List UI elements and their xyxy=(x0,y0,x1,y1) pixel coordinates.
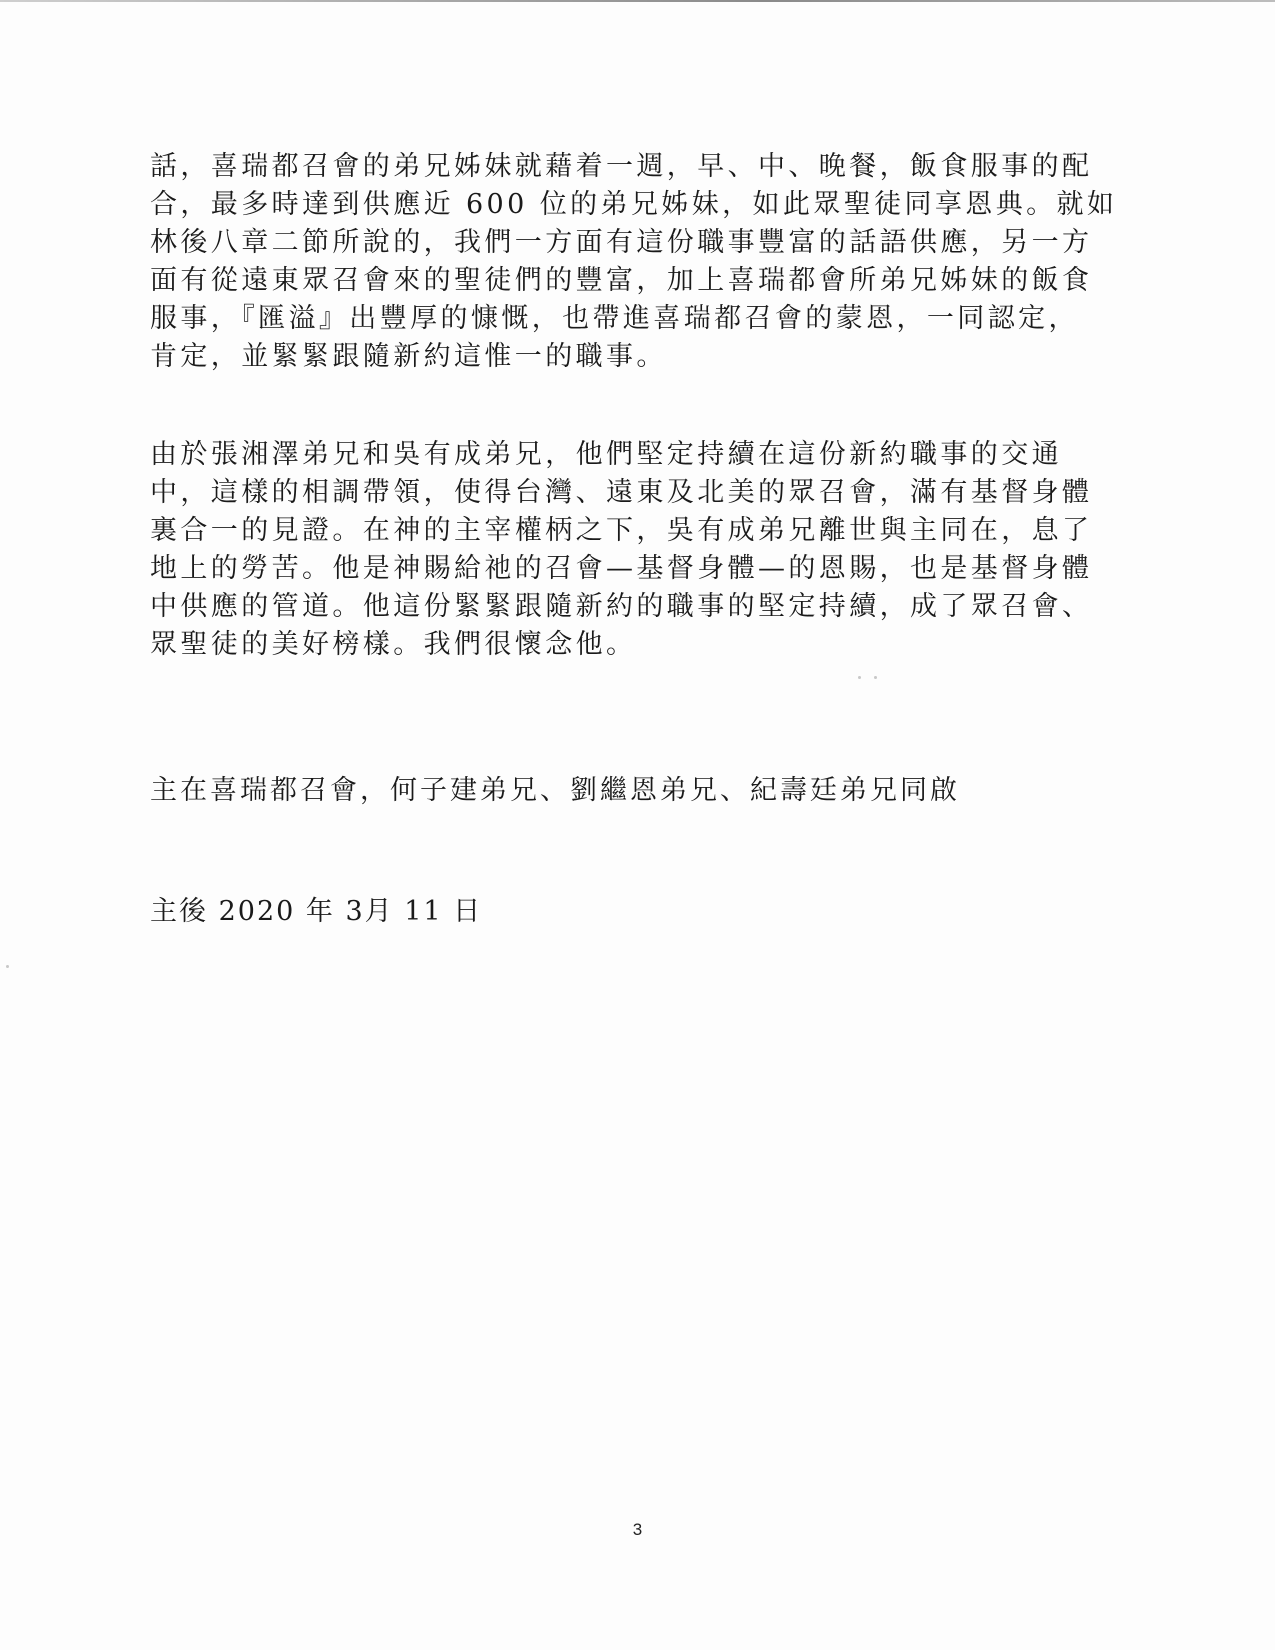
text-line: 中，這樣的相調帶領，使得台灣、遠東及北美的眾召會，滿有基督身體 xyxy=(150,477,1093,508)
paragraph-2 xyxy=(150,436,1130,664)
text-line: 林後八章二節所說的，我們一方面有這份職事豐富的話語供應，另一方 xyxy=(150,227,1093,258)
text-line: 肯定，並緊緊跟隨新約這惟一的職事。 xyxy=(150,341,667,372)
signature-line: 主在喜瑞都召會，何子建弟兄、劉繼恩弟兄、紀壽廷弟兄同啟 xyxy=(150,775,960,806)
text-line: 裏合一的見證。在神的主宰權柄之下，吳有成弟兄離世與主同在，息了 xyxy=(150,515,1093,546)
scan-speck xyxy=(6,965,9,968)
text-line: 眾聖徒的美好榜樣。我們很懷念他。 xyxy=(150,629,637,660)
page-number: 3 xyxy=(632,1520,643,1539)
text-line: 面有從遠東眾召會來的聖徒們的豐富，加上喜瑞都會所弟兄姊妹的飯食 xyxy=(150,265,1093,296)
scan-speck xyxy=(874,676,877,679)
text-line: 話，喜瑞都召會的弟兄姊妹就藉着一週，早、中、晚餐，飯食服事的配 xyxy=(150,151,1093,182)
text-line: 由於張湘澤弟兄和吳有成弟兄，他們堅定持續在這份新約職事的交通 xyxy=(150,439,1062,470)
date-line: 主後 2020 年 3月 11 日 xyxy=(150,896,483,927)
text-line: 中供應的管道。他這份緊緊跟隨新約的職事的堅定持續，成了眾召會、 xyxy=(150,591,1093,622)
paragraph-1 xyxy=(150,148,1130,376)
scan-top-edge xyxy=(0,0,1275,2)
text-line: 合，最多時達到供應近 600 位的弟兄姊妹，如此眾聖徒同享恩典。就如 xyxy=(150,189,1118,220)
scan-speck xyxy=(858,676,861,679)
text-line: 地上的勞苦。他是神賜給祂的召會—基督身體—的恩賜，也是基督身體 xyxy=(150,553,1093,584)
text-line: 服事，『匯溢』出豐厚的慷慨，也帶進喜瑞都召會的蒙恩，一同認定， xyxy=(150,303,1079,334)
